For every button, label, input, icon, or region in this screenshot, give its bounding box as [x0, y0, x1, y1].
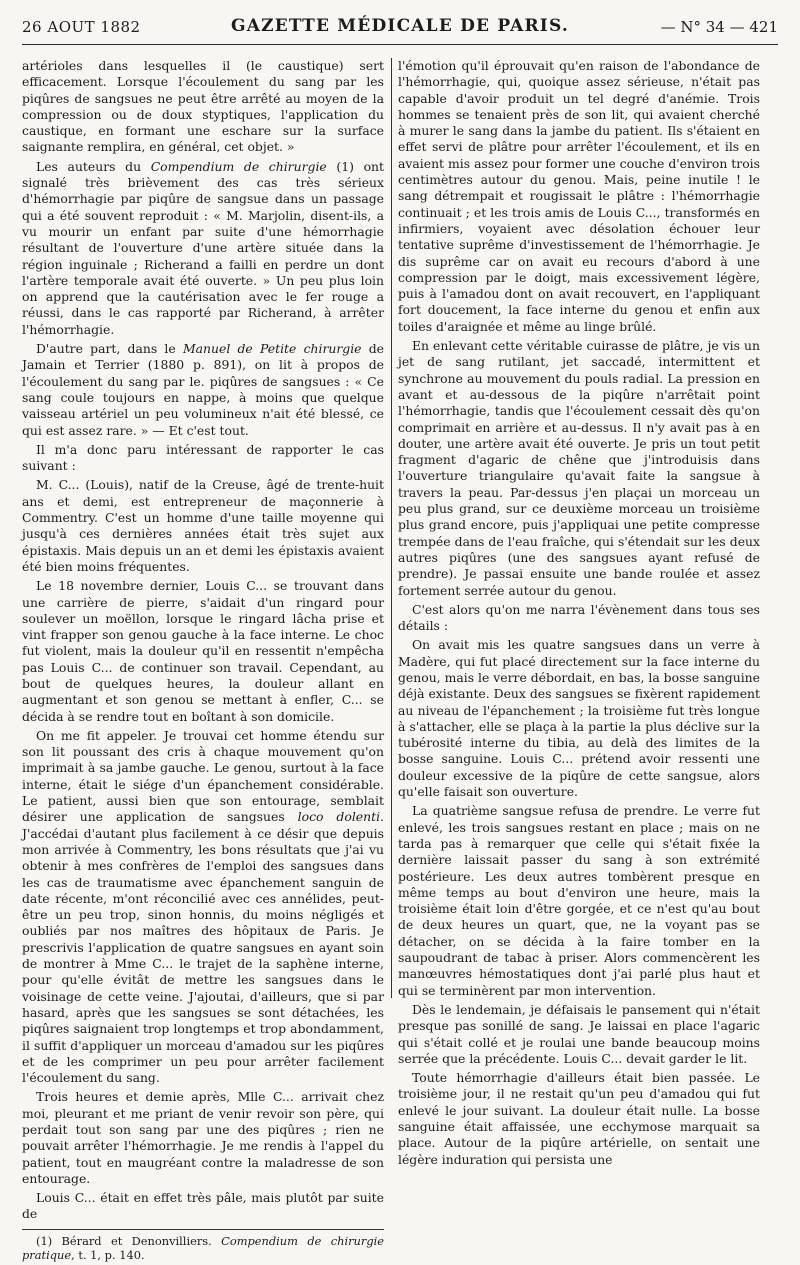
left-column: [22, 58, 384, 1265]
paragraph: C'est alors qu'on me narra l'évènement dans tous ses détails :: [398, 601, 760, 634]
paragraph: En enlevant cette véritable cuirasse de plâtre, je vis un jet de sang rutilant, jet saccadé, intermittent et synchrone au mouvement du pouls radial. La pression en avant et au-dessous de la piqûre n'arrêtait point l'hémorrhagie, tandis que l'écoulement cessait dès qu'on comprimait en arrière et au-dessus. Il n'y avait pas à en douter, une artère avait été ouverte. Je pris un tout petit fragment d'agaric de chêne que j'introduisis dans l'ouverture triangulaire qu'avait faite la sangsue à travers la peau. Par-dessus j'en plaçai un morceau un peu plus grand, sur ce deuxième morceau un troisième plus grand encore, puis j'appliquai une petite compresse trempée dans de l'eau fraîche, qui s'étendait sur les deux autres piqûres (une des sangsues ayant refusé de prendre). Je passai ensuite une bande roulée et assez fortement serrée autour du genou.: [398, 338, 760, 598]
book-title: Manuel de Petite chirurgie: [182, 341, 362, 357]
paragraph: M. C... (Louis), natif de la Creuse, âgé de trente-huit ans et demi, est entrepreneur de maçonnerie à Commentry. C'est un homme d'une taille moyenne qui jusqu'à ces dernières années était très sujet aux épistaxis. Mais depuis un an et demi les épistaxis avaient été bien moins fréquentes.: [22, 477, 384, 574]
journal-title: GAZETTE MÉDICALE DE PARIS.: [231, 16, 569, 36]
book-title: Compendium de chirurgie pratique: [22, 1233, 384, 1262]
paragraph: Les auteurs du Compendium de chirurgie (1) ont signalé très brièvement des cas très sérieux d'hémorrhagie par piqûre de sangsue dans un passage qui a été souvent reproduit : « M. Marjolin, disent-ils, a vu mourir un enfant par suite d'une hémorrhagie résultant de l'ouverture d'une artère située dans la région inguinale ; Richerand a failli en perdre un dont l'artère temporale avait été ouverte. » Un peu plus loin on apprend que la cautérisation avec le fer rouge a réussi, dans le cas rapporté par Richerand, à arrêter l'hémorrhagie.: [22, 158, 384, 337]
paragraph: Toute hémorrhagie d'ailleurs était bien passée. Le troisième jour, il ne restait qu'un peu d'amadou qui fut enlevé le jour suivant. La douleur était nulle. La bosse sanguine était affaissée, une ecchymose marquait sa place. Autour de la piqûre artérielle, on sentait une légère induration qui persista une: [398, 1070, 760, 1167]
article-body: [22, 58, 778, 1262]
issue-date: 26 AOUT 1882: [22, 18, 141, 36]
paragraph: On avait mis les quatre sangsues dans un verre à Madère, qui fut placé directement sur la face interne du genou, mais le verre débordait, en bas, la bosse sanguine déjà existante. Deux des sangsues se fixèrent rapidement au niveau de l'épanchement ; la troisième fut très longue à s'attacher, elle se plaça à la partie la plus déclive sur la tubérosité interne du tibia, au delà des limites de la bosse sanguine. Louis C... prétend avoir ressenti une douleur excessive de la piqûre de cette sangsue, alors qu'elle faisait son ouverture.: [398, 637, 760, 800]
column-divider: [391, 58, 392, 998]
paragraph: Il m'a donc paru intéressant de rapporter le cas suivant :: [22, 441, 384, 474]
page-header: [22, 14, 778, 45]
issue-page-number: — N° 34 — 421: [660, 18, 778, 36]
paragraph: Dès le lendemain, je défaisais le pansement qui n'était presque pas sonillé de sang. Je laissai en place l'agaric qui s'était collé et je roulai une bande beaucoup moins serrée que la précédente. Louis C... devait garder le lit.: [398, 1001, 760, 1066]
footnote: (1) Bérard et Denonvilliers. Compendium de chirurgie pratique, t. 1, p. 140.: [22, 1233, 384, 1262]
paragraph: Trois heures et demie après, Mlle C... arrivait chez moi, pleurant et me priant de venir revoir son père, qui perdait tout son sang par une des piqûres ; rien ne pouvait arrêter l'hémorrhagie. Je me rendis à l'appel du patient, tout en maugréant contre la maladresse de son entourage.: [22, 1089, 384, 1186]
paragraph: On me fit appeler. Je trouvai cet homme étendu sur son lit poussant des cris à chaque mouvement qu'on imprimait à sa jambe gauche. Le genou, surtout à la face interne, était le siége d'un épanchement considérable. Le patient, aussi bien que son entourage, semblait désirer une application de sangsues loco dolenti. J'accédai d'autant plus facilement à ce désir que depuis mon arrivée à Commentry, les bons résultats que j'ai vu obtenir à mes confrères de l'emploi des sangsues dans les cas de traumatisme avec épanchement sanguin de date récente, m'ont réconcilié avec ces annélides, peut-être un peu trop, sinon honnis, du moins négligés et oubliés par nos maîtres des hôpitaux de Paris. Je prescrivis l'application de quatre sangsues en ayant soin de montrer à Mme C... le trajet de la saphène interne, pour qu'elle évitât de mettre les sangsues dans le voisinage de cette veine. J'ajoutai, d'ailleurs, que si par hasard, après que les sangsues se sont détachées, les piqûres saignaient trop longtemps et trop abondamment, il suffit d'appliquer un morceau d'amadou sur les piqûres et de les comprimer un peu pour arrêter facilement l'écoulement du sang.: [22, 727, 384, 1086]
paragraph: D'autre part, dans le Manuel de Petite chirurgie de Jamain et Terrier (1880 p. 891), on lit à propos de l'écoulement du sang par le. piqûres de sangsues : « Ce sang coule toujours en nappe, à moins que quelque vaisseau artériel un peu volumineux n'ait été blessé, ce qui est assez rare. » — Et c'est tout.: [22, 341, 385, 438]
footnote-divider: [22, 1229, 384, 1230]
paragraph: Louis C... était en effet très pâle, mais plutôt par suite de: [22, 1190, 384, 1222]
paragraph: l'émotion qu'il éprouvait qu'en raison de l'abondance de l'hémorrhagie, qui, quoique assez sérieuse, n'était pas capable d'avoir produit un tel degré d'anémie. Trois hommes se tenaient près de son lit, qui avaient cherché à murer le sang dans la jambe du patient. Ils s'étaient en effet servi de plâtre pour arrêter l'écoulement, et ils en avaient mis assez pour former une couche d'environ trois centimètres autour du genou. Mais, peine inutile ! le sang détrempait et rougissait le plâtre : l'hémorrhagie continuait ; et les trois amis de Louis C..., transformés en infirmiers, voyaient avec désolation échouer leur tentative suprême d'investissement de l'hémorrhagie. Je dis suprême car on avait eu recours d'abord à une compression par le doigt, mais excessivement légère, puis à l'amadou dont on avait recouvert, en l'appliquant fort doucement, la face interne du genou et enfin aux toiles d'araignée et même au linge brûlé.: [398, 58, 760, 334]
right-column: [398, 58, 760, 1171]
latin-phrase: loco dolenti: [297, 809, 381, 825]
paragraph: artérioles dans lesquelles il (le caustique) sert efficacement. Lorsque l'écoulement du sang par les piqûres de sangsues ne peut être arrêté au moyen de la compression ou de doux styptiques, l'application du caustique, en formant une eschare sur la surface saignante remplira, en général, cet objet. »: [22, 58, 384, 155]
paragraph: La quatrième sangsue refusa de prendre. Le verre fut enlevé, les trois sangsues restant en place ; mais on ne tarda pas à remarquer que celle qui s'était fixée la dernière laissait passer du sang à son extrémité postérieure. Les deux autres tombèrent presque en même temps au bout d'environ une heure, mais la troisième était loin d'être gorgée, et ce n'est qu'au bout de deux heures un quart, que, ne la voyant pas se détacher, on se décida à la faire tomber en la saupoudrant de tabac à priser. Alors commencèrent les manœuvres hémostatiques dont j'ai parlé plus haut et qui se terminèrent par mon intervention.: [398, 803, 760, 998]
paragraph: Le 18 novembre dernier, Louis C... se trouvant dans une carrière de pierre, s'aidait d'un ringard pour soulever un moëllon, lorsque le ringard lâcha prise et vint frapper son genou gauche à la face interne. Le choc fut violent, mais la douleur qu'il en ressentit n'empêcha pas Louis C... de continuer son travail. Cependant, au bout de quelques heures, la douleur allant en augmentant et son genou se mettant à enfler, C... se décida à se rendre tout en boîtant à son domicile.: [22, 578, 384, 724]
book-title: Compendium de chirurgie: [150, 158, 327, 174]
